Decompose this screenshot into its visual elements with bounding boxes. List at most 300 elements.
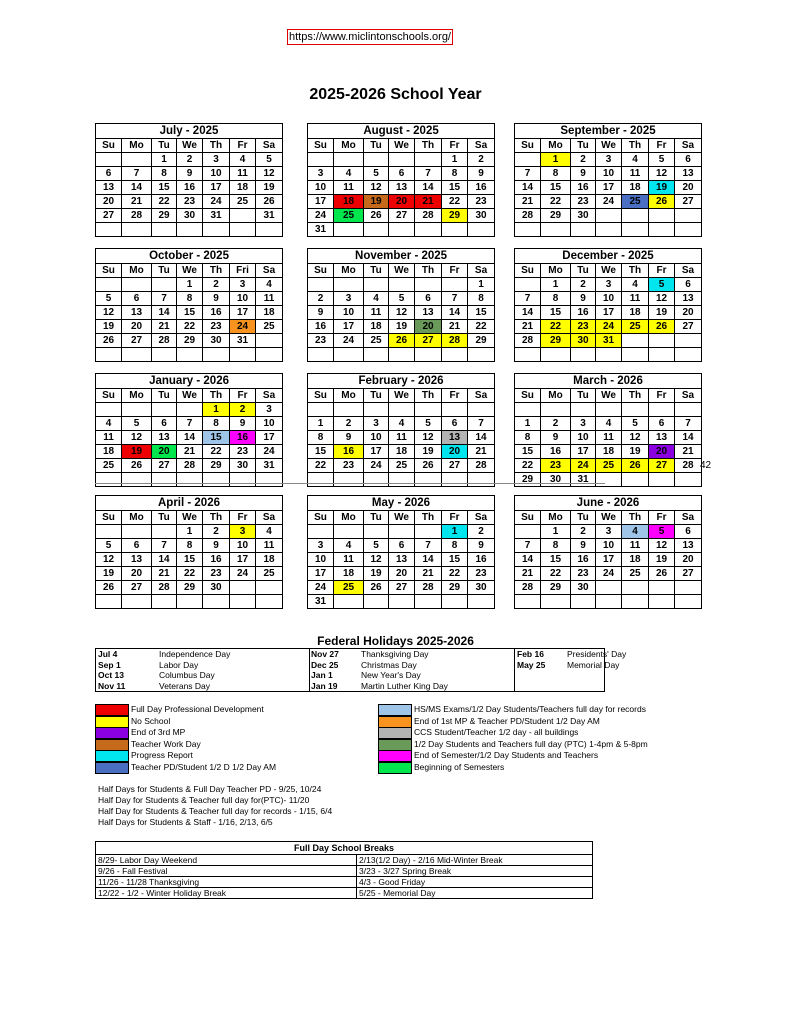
day-cell: 18 (334, 567, 364, 581)
day-cell (308, 525, 334, 539)
legend-item (95, 739, 375, 751)
day-cell: 24 (364, 459, 389, 473)
holiday-date: Jan 19 (311, 680, 338, 691)
day-cell: 10 (364, 431, 389, 445)
day-cell: 11 (622, 292, 649, 306)
holiday-date: Sep 1 (98, 659, 121, 670)
day-cell: 15 (177, 553, 203, 567)
weekday-header: Th (622, 511, 649, 525)
day-cell: 17 (596, 181, 622, 195)
weekday-header: Fr (230, 139, 256, 153)
day-cell (230, 223, 256, 237)
weekday-header: Fr (649, 389, 675, 403)
day-cell: 4 (622, 525, 649, 539)
day-cell: 7 (415, 167, 442, 181)
day-cell: 18 (334, 195, 364, 209)
day-cell (675, 581, 702, 595)
day-cell (256, 595, 283, 609)
march-page-number: 42 (700, 460, 712, 471)
holiday-date: Oct 13 (98, 670, 124, 680)
day-cell: 14 (515, 553, 541, 567)
weekday-header: Th (415, 264, 442, 278)
day-cell: 8 (468, 292, 495, 306)
weekday-header: Mo (541, 511, 571, 525)
day-cell: 17 (596, 306, 622, 320)
day-cell: 30 (541, 473, 571, 487)
day-cell: 30 (468, 581, 495, 595)
day-cell (96, 473, 122, 487)
day-cell (622, 595, 649, 609)
legend-label: Beginning of Semesters (414, 761, 505, 772)
day-cell: 20 (122, 320, 152, 334)
day-cell: 12 (256, 167, 283, 181)
weekday-header: Mo (334, 389, 364, 403)
day-cell: 12 (649, 539, 675, 553)
day-cell: 3 (308, 539, 334, 553)
day-cell: 7 (468, 417, 495, 431)
day-cell (334, 595, 364, 609)
day-cell: 23 (571, 320, 596, 334)
day-cell: 27 (675, 567, 702, 581)
note-line: Half Day for Students & Teacher full day for records - 1/15, 6/4 (98, 806, 333, 816)
day-cell: 18 (256, 306, 283, 320)
day-cell: 23 (468, 195, 495, 209)
day-cell: 24 (203, 195, 230, 209)
day-cell: 4 (622, 153, 649, 167)
day-cell: 10 (596, 292, 622, 306)
calendar-feb (307, 373, 494, 487)
day-cell (230, 348, 256, 362)
day-cell: 31 (203, 209, 230, 223)
month-title: August - 2025 (308, 124, 495, 139)
weekday-header: Mo (334, 511, 364, 525)
weekday-header: Su (96, 264, 122, 278)
day-cell: 8 (442, 167, 468, 181)
day-cell: 13 (152, 431, 177, 445)
day-cell (596, 581, 622, 595)
holidays-column-2 (309, 649, 515, 691)
day-cell (256, 223, 283, 237)
day-cell: 27 (122, 334, 152, 348)
day-cell: 22 (442, 567, 468, 581)
weekday-header: Fr (230, 511, 256, 525)
day-cell: 27 (96, 209, 122, 223)
day-cell: 2 (541, 417, 571, 431)
holiday-name: Labor Day (159, 659, 199, 670)
day-cell: 7 (675, 417, 702, 431)
day-cell: 8 (541, 292, 571, 306)
day-cell: 7 (442, 292, 468, 306)
day-cell: 17 (364, 445, 389, 459)
legend-swatch (95, 727, 129, 739)
month-title: April - 2026 (96, 496, 283, 511)
month-title: June - 2026 (515, 496, 702, 511)
day-cell: 4 (256, 525, 283, 539)
day-cell: 11 (230, 167, 256, 181)
day-cell: 28 (515, 581, 541, 595)
day-cell: 30 (230, 459, 256, 473)
weekday-header: Sa (468, 389, 495, 403)
day-cell: 2 (468, 153, 495, 167)
weekday-header: We (596, 264, 622, 278)
day-cell: 15 (203, 431, 230, 445)
day-cell: 6 (675, 278, 702, 292)
day-cell (256, 581, 283, 595)
day-cell (122, 153, 152, 167)
day-cell: 5 (364, 539, 389, 553)
day-cell (571, 595, 596, 609)
day-cell: 15 (152, 181, 177, 195)
day-cell (415, 153, 442, 167)
month-title: May - 2026 (308, 496, 495, 511)
day-cell: 27 (649, 459, 675, 473)
month-title: February - 2026 (308, 374, 495, 389)
day-cell: 4 (96, 417, 122, 431)
day-cell: 19 (364, 567, 389, 581)
day-cell: 11 (596, 431, 622, 445)
legend-label: Progress Report (131, 750, 193, 760)
holiday-row (96, 649, 309, 660)
legend-item (95, 727, 375, 739)
weekday-header: We (389, 389, 415, 403)
day-cell: 12 (364, 553, 389, 567)
day-cell (177, 403, 203, 417)
day-cell: 20 (675, 553, 702, 567)
day-cell (177, 595, 203, 609)
day-cell (364, 595, 389, 609)
day-cell: 4 (256, 278, 283, 292)
day-cell: 20 (675, 306, 702, 320)
day-cell (203, 595, 230, 609)
day-cell: 21 (515, 195, 541, 209)
day-cell: 2 (571, 278, 596, 292)
day-cell: 13 (442, 431, 468, 445)
day-cell: 16 (203, 306, 230, 320)
weekday-header: Th (415, 389, 442, 403)
legend-item (378, 750, 678, 762)
weekday-header: Tu (364, 511, 389, 525)
calendar-nov (307, 248, 494, 362)
weekday-header: Su (308, 389, 334, 403)
day-cell: 8 (541, 539, 571, 553)
day-cell: 10 (308, 553, 334, 567)
day-cell: 9 (334, 431, 364, 445)
day-cell (389, 403, 415, 417)
weekday-header: Mo (122, 389, 152, 403)
day-cell: 23 (468, 567, 495, 581)
day-cell: 9 (177, 167, 203, 181)
calendar-aug (307, 123, 494, 237)
day-cell: 16 (571, 181, 596, 195)
weekday-header: Fr (442, 264, 468, 278)
school-url-link[interactable]: https://www.miclintonschools.org/ (288, 31, 451, 43)
day-cell (122, 278, 152, 292)
weekday-header: Fr (442, 511, 468, 525)
day-cell: 18 (364, 320, 389, 334)
day-cell: 29 (541, 334, 571, 348)
day-cell: 3 (596, 525, 622, 539)
day-cell: 26 (122, 459, 152, 473)
weekday-header: We (177, 511, 203, 525)
day-cell (649, 595, 675, 609)
weekday-header: Fr (649, 139, 675, 153)
day-cell: 2 (177, 153, 203, 167)
day-cell (622, 209, 649, 223)
break-cell: 4/3 - Good Friday (357, 877, 593, 888)
day-cell (622, 348, 649, 362)
day-cell (152, 473, 177, 487)
legend-label: CCS Student/Teacher 1/2 day - all buildings (414, 727, 579, 737)
day-cell: 26 (622, 459, 649, 473)
day-cell: 1 (203, 403, 230, 417)
weekday-header: Tu (571, 264, 596, 278)
day-cell: 17 (256, 431, 283, 445)
day-cell: 6 (122, 539, 152, 553)
day-cell: 30 (571, 209, 596, 223)
weekday-header: Fri (230, 264, 256, 278)
day-cell (675, 473, 702, 487)
day-cell: 3 (230, 525, 256, 539)
day-cell: 31 (256, 459, 283, 473)
holiday-row (515, 659, 620, 671)
day-cell: 25 (389, 459, 415, 473)
day-cell (364, 403, 389, 417)
break-cell: 9/26 - Fall Festival (96, 866, 357, 877)
day-cell: 7 (122, 167, 152, 181)
day-cell: 6 (675, 525, 702, 539)
day-cell: 7 (415, 539, 442, 553)
day-cell: 9 (203, 292, 230, 306)
day-cell (364, 223, 389, 237)
holiday-date: Jul 4 (98, 649, 118, 659)
day-cell: 21 (152, 320, 177, 334)
day-cell (308, 348, 334, 362)
day-cell (96, 348, 122, 362)
day-cell: 4 (596, 417, 622, 431)
weekday-header: Su (308, 511, 334, 525)
day-cell: 15 (308, 445, 334, 459)
day-cell: 16 (571, 553, 596, 567)
day-cell: 19 (622, 445, 649, 459)
day-cell: 20 (649, 445, 675, 459)
day-cell: 30 (203, 581, 230, 595)
day-cell: 19 (96, 567, 122, 581)
holiday-row (96, 681, 309, 692)
break-row (96, 888, 593, 899)
month-title: September - 2025 (515, 124, 702, 139)
day-cell: 13 (122, 553, 152, 567)
legend-swatch (95, 704, 129, 716)
breaks-title: Full Day School Breaks (96, 842, 593, 855)
day-cell: 7 (177, 417, 203, 431)
day-cell: 11 (622, 167, 649, 181)
day-cell (468, 595, 495, 609)
day-cell: 1 (515, 417, 541, 431)
month-title: March - 2026 (515, 374, 702, 389)
day-cell: 22 (177, 320, 203, 334)
weekday-header: Sa (256, 264, 283, 278)
day-cell (515, 348, 541, 362)
day-cell (364, 525, 389, 539)
day-cell: 21 (442, 320, 468, 334)
day-cell: 2 (334, 417, 364, 431)
day-cell: 21 (468, 445, 495, 459)
day-cell (442, 348, 468, 362)
break-cell: 11/26 - 11/28 Thanksgiving (96, 877, 357, 888)
break-row (96, 866, 593, 877)
day-cell: 9 (308, 306, 334, 320)
day-cell (96, 595, 122, 609)
day-cell (177, 223, 203, 237)
day-cell (122, 595, 152, 609)
day-cell: 28 (515, 334, 541, 348)
day-cell: 2 (230, 403, 256, 417)
day-cell: 18 (596, 445, 622, 459)
day-cell: 28 (177, 459, 203, 473)
note-line: Half Day for Students & Teacher full day for(PTC)- 11/20 (98, 795, 310, 805)
day-cell: 20 (675, 181, 702, 195)
day-cell: 25 (256, 320, 283, 334)
day-cell: 15 (515, 445, 541, 459)
day-cell (334, 223, 364, 237)
day-cell (541, 348, 571, 362)
legend-item (95, 762, 375, 774)
calendar-sep (514, 123, 701, 237)
day-cell: 6 (389, 167, 415, 181)
day-cell: 19 (415, 445, 442, 459)
day-cell: 26 (649, 567, 675, 581)
day-cell: 4 (622, 278, 649, 292)
weekday-header: We (177, 264, 203, 278)
day-cell: 16 (177, 181, 203, 195)
day-cell (596, 595, 622, 609)
day-cell (152, 403, 177, 417)
day-cell (622, 473, 649, 487)
day-cell (649, 223, 675, 237)
day-cell: 19 (122, 445, 152, 459)
day-cell: 4 (389, 417, 415, 431)
weekday-header: Su (96, 139, 122, 153)
day-cell: 20 (442, 445, 468, 459)
legend-label: Full Day Professional Development (131, 704, 264, 714)
day-cell: 23 (541, 459, 571, 473)
weekday-header: Su (515, 511, 541, 525)
day-cell (203, 348, 230, 362)
holiday-date: Feb 16 (517, 649, 544, 659)
day-cell: 25 (622, 567, 649, 581)
day-cell (334, 473, 364, 487)
day-cell (389, 278, 415, 292)
day-cell: 9 (203, 539, 230, 553)
day-cell: 6 (675, 153, 702, 167)
day-cell: 24 (256, 445, 283, 459)
holidays-column-1 (96, 649, 310, 691)
day-cell (649, 348, 675, 362)
day-cell: 10 (256, 417, 283, 431)
day-cell: 24 (571, 459, 596, 473)
calendar-apr (95, 495, 282, 609)
day-cell: 22 (442, 195, 468, 209)
day-cell: 14 (152, 306, 177, 320)
day-cell: 9 (571, 292, 596, 306)
calendar-jun (514, 495, 701, 609)
weekday-header: We (177, 389, 203, 403)
weekday-header: Sa (256, 389, 283, 403)
day-cell: 29 (152, 209, 177, 223)
holiday-date: Nov 11 (98, 680, 126, 691)
day-cell (468, 403, 495, 417)
day-cell: 9 (230, 417, 256, 431)
weekday-header: Sa (468, 139, 495, 153)
day-cell (389, 223, 415, 237)
weekday-header: Sa (256, 511, 283, 525)
day-cell: 8 (152, 167, 177, 181)
day-cell: 18 (389, 445, 415, 459)
day-cell: 23 (571, 195, 596, 209)
day-cell: 4 (364, 292, 389, 306)
day-cell: 21 (415, 195, 442, 209)
day-cell (468, 473, 495, 487)
day-cell (596, 473, 622, 487)
day-cell: 26 (96, 334, 122, 348)
day-cell: 9 (468, 167, 495, 181)
day-cell: 1 (308, 417, 334, 431)
day-cell: 20 (389, 195, 415, 209)
day-cell: 10 (334, 306, 364, 320)
day-cell: 27 (442, 459, 468, 473)
month-title: July - 2025 (96, 124, 283, 139)
weekday-header: Fr (442, 389, 468, 403)
day-cell (675, 595, 702, 609)
break-cell: 3/23 - 3/27 Spring Break (357, 866, 593, 877)
day-cell (389, 473, 415, 487)
day-cell: 7 (152, 539, 177, 553)
day-cell: 27 (675, 195, 702, 209)
day-cell (515, 153, 541, 167)
weekday-header: Sa (468, 511, 495, 525)
day-cell: 5 (96, 539, 122, 553)
day-cell (515, 595, 541, 609)
day-cell: 8 (177, 292, 203, 306)
day-cell: 14 (675, 431, 702, 445)
day-cell (515, 403, 541, 417)
holiday-name: Thanksgiving Day (361, 649, 429, 659)
day-cell: 13 (389, 553, 415, 567)
day-cell: 6 (442, 417, 468, 431)
weekday-header: We (596, 389, 622, 403)
weekday-header: Sa (675, 389, 702, 403)
day-cell: 23 (230, 445, 256, 459)
weekday-header: Fr (230, 389, 256, 403)
day-cell: 21 (122, 195, 152, 209)
day-cell (675, 223, 702, 237)
day-cell: 5 (389, 292, 415, 306)
weekday-header: Fr (649, 511, 675, 525)
day-cell (122, 348, 152, 362)
day-cell: 2 (571, 153, 596, 167)
day-cell (177, 348, 203, 362)
day-cell: 3 (334, 292, 364, 306)
day-cell: 3 (364, 417, 389, 431)
day-cell: 28 (415, 209, 442, 223)
holiday-row (309, 670, 514, 681)
day-cell: 14 (515, 306, 541, 320)
day-cell: 14 (122, 181, 152, 195)
day-cell: 24 (230, 567, 256, 581)
day-cell: 25 (256, 567, 283, 581)
day-cell: 23 (203, 320, 230, 334)
day-cell: 12 (649, 292, 675, 306)
